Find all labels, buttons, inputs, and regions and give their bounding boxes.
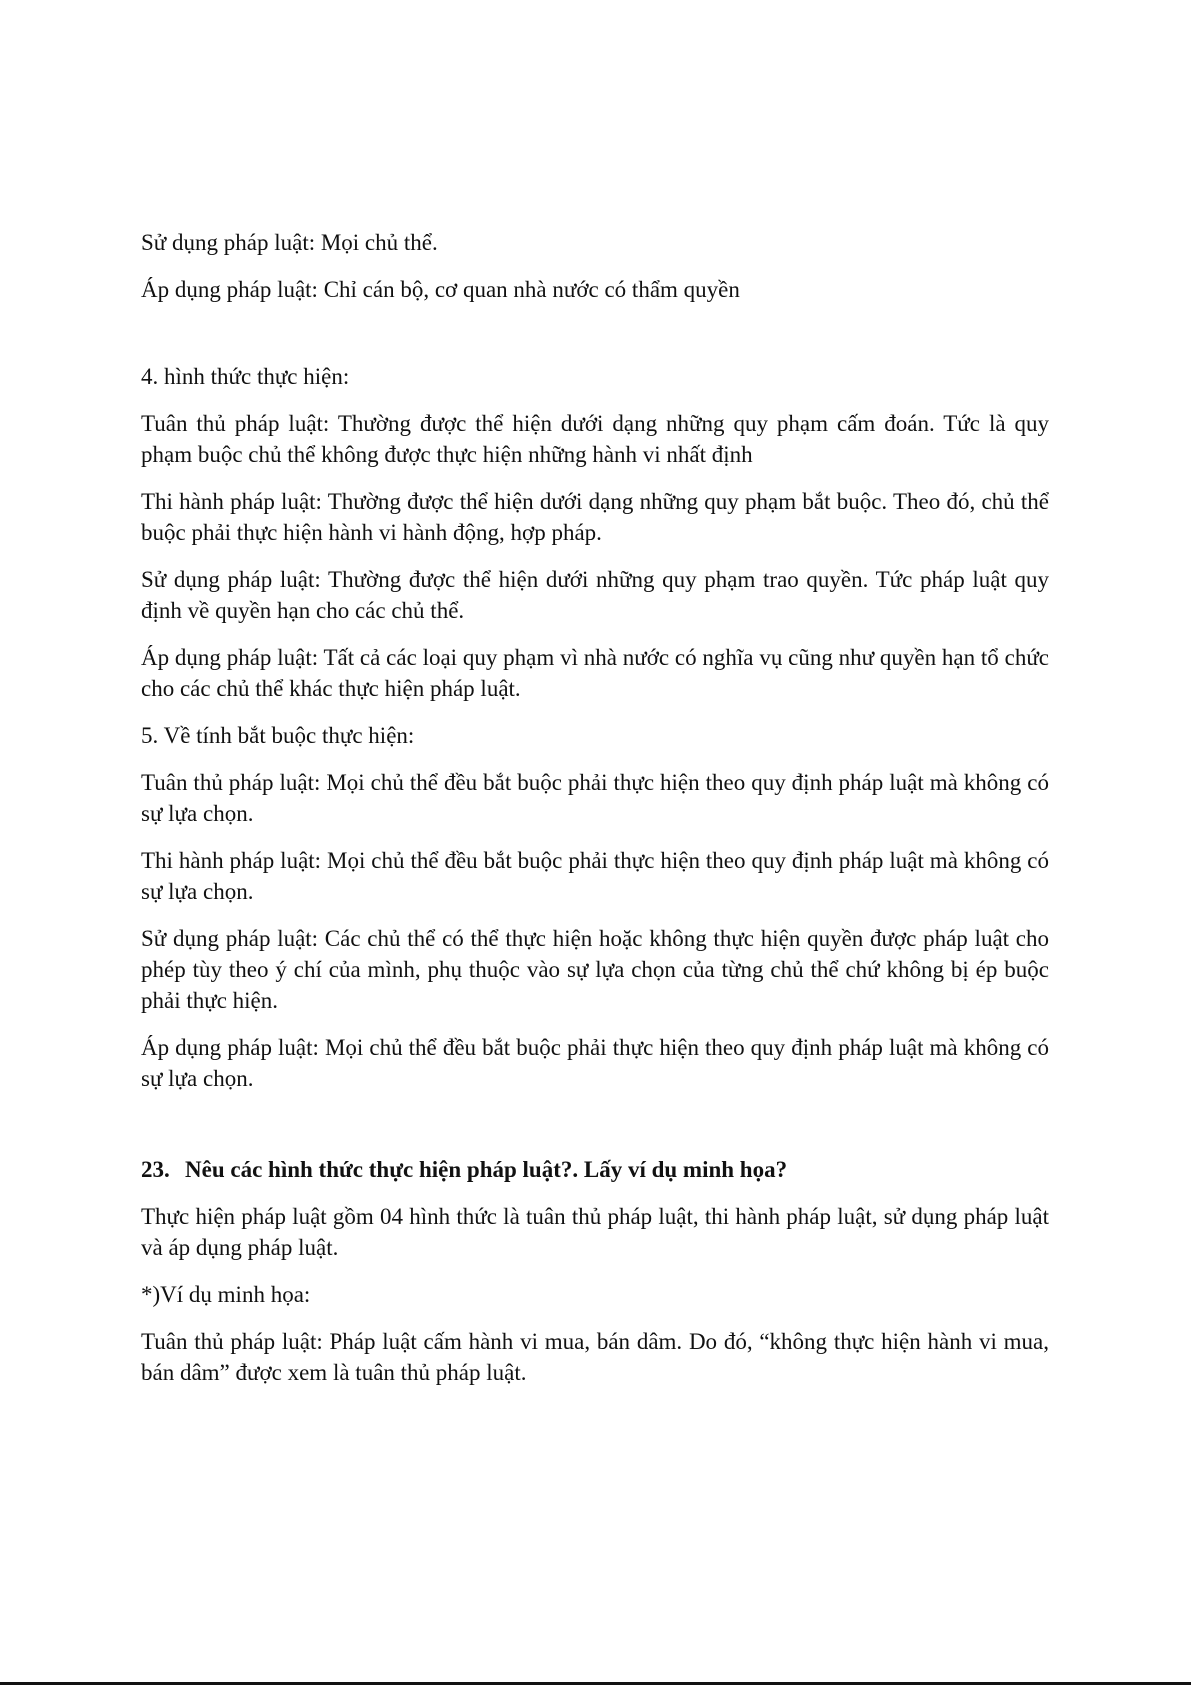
paragraph: Sử dụng pháp luật: Thường được thể hiện dưới những quy phạm trao quyền. Tức pháp luật quy định về quyền hạn cho các chủ thể.	[141, 567, 1049, 623]
paragraph: Tuân thủ pháp luật: Pháp luật cấm hành vi mua, bán dâm. Do đó, “không thực hiện hành vi mua, bán dâm” được xem là tuân thủ pháp luật.	[141, 1329, 1049, 1385]
paragraph: Thi hành pháp luật: Mọi chủ thể đều bắt buộc phải thực hiện theo quy định pháp luật mà không có sự lựa chọn.	[141, 848, 1049, 904]
paragraph: Thực hiện pháp luật gồm 04 hình thức là tuân thủ pháp luật, thi hành pháp luật, sử dụng pháp luật và áp dụng pháp luật.	[141, 1204, 1049, 1260]
paragraph: *)Ví dụ minh họa:	[141, 1282, 311, 1307]
document-page	[141, 227, 1049, 1388]
question-text: Nêu các hình thức thực hiện pháp luật?. Lấy ví dụ minh họa?	[185, 1157, 788, 1182]
paragraph: Tuân thủ pháp luật: Mọi chủ thể đều bắt buộc phải thực hiện theo quy định pháp luật mà không có sự lựa chọn.	[141, 770, 1049, 826]
paragraph: Áp dụng pháp luật: Chỉ cán bộ, cơ quan nhà nước có thẩm quyền	[141, 277, 740, 302]
question-number: 23.	[141, 1157, 170, 1182]
paragraph: Sử dụng pháp luật: Mọi chủ thể.	[141, 230, 438, 255]
paragraph: Sử dụng pháp luật: Các chủ thể có thể thực hiện hoặc không thực hiện quyền được pháp luật cho phép tùy theo ý chí của mình, phụ thuộc vào sự lựa chọn của từng chủ thể chứ không bị ép buộc phải thực hiện.	[141, 926, 1049, 1013]
section-heading-5: 5. Về tính bắt buộc thực hiện:	[141, 723, 415, 748]
paragraph: Áp dụng pháp luật: Tất cả các loại quy phạm vì nhà nước có nghĩa vụ cũng như quyền hạn tổ chức cho các chủ thể khác thực hiện pháp luật.	[141, 645, 1049, 701]
paragraph: Thi hành pháp luật: Thường được thể hiện dưới dạng những quy phạm bắt buộc. Theo đó, chủ thể buộc phải thực hiện hành vi hành động, hợp pháp.	[141, 489, 1049, 545]
question-heading	[141, 1154, 1049, 1185]
paragraph: Áp dụng pháp luật: Mọi chủ thể đều bắt buộc phải thực hiện theo quy định pháp luật mà không có sự lựa chọn.	[141, 1035, 1049, 1091]
paragraph: Tuân thủ pháp luật: Thường được thể hiện dưới dạng những quy phạm cấm đoán. Tức là quy phạm buộc chủ thể không được thực hiện những hành vi nhất định	[141, 411, 1049, 467]
section-heading-4: 4. hình thức thực hiện:	[141, 364, 350, 389]
